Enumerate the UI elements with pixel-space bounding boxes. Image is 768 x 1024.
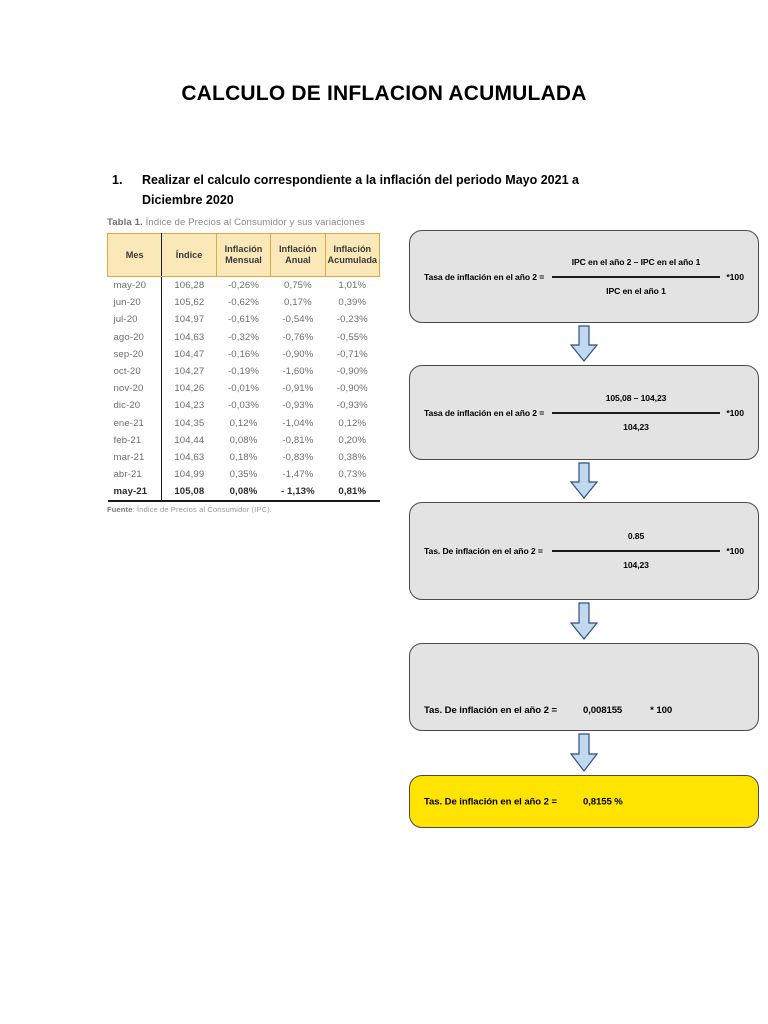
table-row bbox=[108, 432, 380, 449]
cell-acumulada: -0,90% bbox=[336, 383, 368, 395]
cell-mes: sep-20 bbox=[108, 346, 162, 363]
cell-acumulada: -0,23% bbox=[336, 314, 368, 326]
cell-anual: -1,47% bbox=[282, 469, 314, 481]
fraction-bar bbox=[552, 276, 720, 278]
flow-arrow-4 bbox=[409, 731, 759, 775]
cell-mensual: 0,18% bbox=[229, 451, 258, 463]
col-header-anual bbox=[271, 234, 325, 277]
cell-anual: -0,81% bbox=[282, 434, 314, 446]
flow-step-3 bbox=[409, 502, 759, 600]
cell-anual: -0,76% bbox=[282, 331, 314, 343]
cell-anual: -0,83% bbox=[282, 451, 314, 463]
table-row bbox=[108, 449, 380, 466]
cell-mes: jun-20 bbox=[108, 294, 162, 311]
flow-step-4 bbox=[409, 643, 759, 731]
table-row bbox=[108, 329, 380, 346]
cell-acumulada: -0,71% bbox=[336, 348, 368, 360]
equation-5-label: Tas. De inflación en el año 2 = bbox=[424, 796, 557, 807]
equation-3-fraction bbox=[550, 530, 722, 572]
cell-indice: 105,08 bbox=[162, 483, 216, 501]
equation-5 bbox=[424, 796, 623, 807]
table-header-row bbox=[108, 234, 380, 277]
cell-acumulada: 0,81% bbox=[325, 483, 379, 501]
cell-mensual: -0,16% bbox=[227, 348, 259, 360]
cell-indice: 104,97 bbox=[174, 314, 205, 326]
col-header-mensual bbox=[216, 234, 270, 277]
cell-mensual: -0,19% bbox=[227, 366, 259, 378]
cell-mensual: -0,32% bbox=[227, 331, 259, 343]
cell-indice: 104,47 bbox=[174, 348, 205, 360]
fraction-bar bbox=[552, 550, 720, 552]
table-source-bold: Fuente bbox=[107, 505, 133, 515]
cell-anual: 0,75% bbox=[284, 280, 312, 292]
cell-mes: may-21 bbox=[108, 483, 162, 501]
table-row-total bbox=[108, 483, 380, 501]
cell-anual: - 1,13% bbox=[271, 483, 325, 501]
table-caption bbox=[107, 216, 387, 229]
col-header-mensual-line1: Inflación bbox=[224, 244, 263, 254]
table-row bbox=[108, 380, 380, 397]
table-row bbox=[108, 294, 380, 311]
table-caption-rest: Índice de Precios al Consumidor y sus variaciones bbox=[142, 217, 365, 228]
equation-1-label: Tasa de inflación en el año 2 = bbox=[424, 271, 545, 282]
col-header-indice-line1: Índice bbox=[175, 249, 203, 260]
table-row bbox=[108, 277, 380, 295]
calculation-flow bbox=[409, 230, 759, 828]
equation-1-fraction bbox=[550, 256, 722, 298]
cell-mes: feb-21 bbox=[108, 432, 162, 449]
cell-indice: 105,62 bbox=[174, 297, 205, 309]
cell-indice: 104,27 bbox=[174, 366, 205, 378]
table-row bbox=[108, 397, 380, 414]
equation-2-numerator: 105,08 – 104,23 bbox=[605, 392, 667, 403]
equation-3-denominator: 104,23 bbox=[623, 560, 649, 570]
arrow-down-icon bbox=[568, 323, 600, 365]
cell-mes: ago-20 bbox=[108, 329, 162, 346]
cell-indice: 104,63 bbox=[174, 331, 205, 343]
col-header-mensual-line2: Mensual bbox=[225, 255, 262, 265]
cell-mes: dic-20 bbox=[108, 397, 162, 414]
page-title: CALCULO DE INFLACION ACUMULADA bbox=[181, 82, 587, 105]
cell-mensual: 0,08% bbox=[216, 483, 270, 501]
cell-acumulada: 0,73% bbox=[338, 469, 367, 481]
equation-3 bbox=[410, 503, 758, 599]
cell-acumulada: -0,55% bbox=[336, 331, 368, 343]
cell-acumulada: -0,90% bbox=[336, 366, 368, 378]
arrow-down-icon bbox=[568, 731, 600, 775]
equation-1-numerator: IPC en el año 2 – IPC en el año 1 bbox=[571, 256, 701, 267]
cell-mensual: -0,01% bbox=[227, 383, 259, 395]
col-header-anual-line2: Anual bbox=[285, 255, 311, 265]
equation-3-label: Tas. De inflación en el año 2 = bbox=[424, 546, 543, 556]
equation-1 bbox=[410, 231, 758, 322]
cell-anual: -0,54% bbox=[282, 314, 314, 326]
flow-arrow-3 bbox=[409, 600, 759, 643]
table-row bbox=[108, 363, 380, 380]
cell-mes: may-20 bbox=[108, 277, 162, 295]
cell-mes: abr-21 bbox=[108, 466, 162, 483]
col-header-anual-line1: Inflación bbox=[278, 244, 317, 254]
task-list-item bbox=[112, 170, 632, 210]
equation-2-multiplier: *100 bbox=[726, 407, 744, 418]
equation-2-label: Tasa de inflación en el año 2 = bbox=[424, 407, 545, 418]
table-caption-bold: Tabla 1. bbox=[107, 217, 143, 228]
equation-4 bbox=[424, 705, 672, 716]
cell-indice: 104,99 bbox=[174, 469, 205, 481]
table-row bbox=[108, 346, 380, 363]
col-header-acumulada-line2: Acumulada bbox=[327, 255, 378, 265]
cell-acumulada: 0,12% bbox=[338, 417, 367, 429]
cell-anual: -1,04% bbox=[282, 417, 314, 429]
col-header-mes-line1: Mes bbox=[125, 249, 144, 260]
col-header-acumulada bbox=[325, 234, 379, 277]
cell-mensual: -0,03% bbox=[227, 400, 259, 412]
equation-4-multiplier: * 100 bbox=[650, 705, 673, 716]
flow-step-5-result bbox=[409, 775, 759, 828]
equation-3-numerator: 0.85 bbox=[627, 531, 645, 541]
table-source-rest: : Índice de Precios al Consumidor (IPC). bbox=[132, 505, 272, 515]
ipc-table-block bbox=[107, 216, 387, 514]
fraction-bar bbox=[552, 412, 720, 414]
task-number: 1. bbox=[112, 173, 123, 187]
cell-anual: -0,90% bbox=[282, 348, 314, 360]
table-row bbox=[108, 415, 380, 432]
cell-anual: 0,17% bbox=[284, 297, 312, 309]
equation-4-label: Tas. De inflación en el año 2 = bbox=[424, 705, 557, 716]
cell-mensual: 0,12% bbox=[229, 417, 258, 429]
col-header-indice bbox=[162, 234, 216, 277]
flow-arrow-1 bbox=[409, 323, 759, 365]
cell-anual: -0,93% bbox=[282, 400, 314, 412]
cell-mensual: 0,08% bbox=[229, 434, 258, 446]
cell-indice: 104,44 bbox=[174, 434, 205, 446]
cell-mes: oct-20 bbox=[108, 363, 162, 380]
arrow-down-icon bbox=[568, 460, 600, 502]
cell-mensual: -0,26% bbox=[227, 280, 259, 292]
cell-mensual: -0,62% bbox=[227, 297, 259, 309]
table-source bbox=[107, 505, 387, 514]
cell-mes: jul-20 bbox=[108, 311, 162, 328]
cell-anual: -0,91% bbox=[282, 383, 314, 395]
cell-acumulada: 0,39% bbox=[338, 297, 367, 309]
table-row bbox=[108, 311, 380, 328]
cell-anual: -1,60% bbox=[282, 366, 314, 378]
cell-indice: 104,26 bbox=[174, 383, 205, 395]
equation-2-denominator: 104,23 bbox=[623, 421, 649, 432]
cell-acumulada: 0,38% bbox=[338, 451, 367, 463]
task-text: Realizar el calculo correspondiente a la inflación del periodo Mayo 2021 a Diciembre 2020 bbox=[142, 173, 579, 207]
cell-indice: 104,63 bbox=[174, 451, 205, 463]
col-header-mes bbox=[108, 234, 162, 277]
cell-mes: ene-21 bbox=[108, 415, 162, 432]
cell-indice: 104,35 bbox=[174, 417, 205, 429]
flow-step-1 bbox=[409, 230, 759, 323]
cell-mensual: -0,61% bbox=[227, 314, 259, 326]
equation-5-value: 0,8155 % bbox=[582, 796, 623, 807]
cell-mensual: 0,35% bbox=[229, 469, 258, 481]
equation-1-denominator: IPC en el año 1 bbox=[606, 285, 666, 296]
arrow-down-icon bbox=[568, 600, 600, 643]
cell-mes: nov-20 bbox=[108, 380, 162, 397]
table-row bbox=[108, 466, 380, 483]
cell-acumulada: -0,93% bbox=[336, 400, 368, 412]
cell-indice: 106,28 bbox=[174, 280, 205, 292]
cell-indice: 104,23 bbox=[174, 400, 205, 412]
equation-3-multiplier: *100 bbox=[726, 546, 744, 556]
col-header-acumulada-line1: Inflación bbox=[333, 244, 372, 254]
ipc-table bbox=[107, 233, 380, 502]
cell-mes: mar-21 bbox=[108, 449, 162, 466]
cell-acumulada: 0,20% bbox=[338, 434, 367, 446]
equation-4-value: 0,008155 bbox=[582, 705, 623, 716]
equation-1-multiplier: *100 bbox=[726, 271, 744, 282]
equation-2 bbox=[410, 366, 758, 459]
flow-step-2 bbox=[409, 365, 759, 460]
equation-2-fraction bbox=[550, 392, 722, 434]
flow-arrow-2 bbox=[409, 460, 759, 502]
cell-acumulada: 1,01% bbox=[338, 280, 367, 292]
